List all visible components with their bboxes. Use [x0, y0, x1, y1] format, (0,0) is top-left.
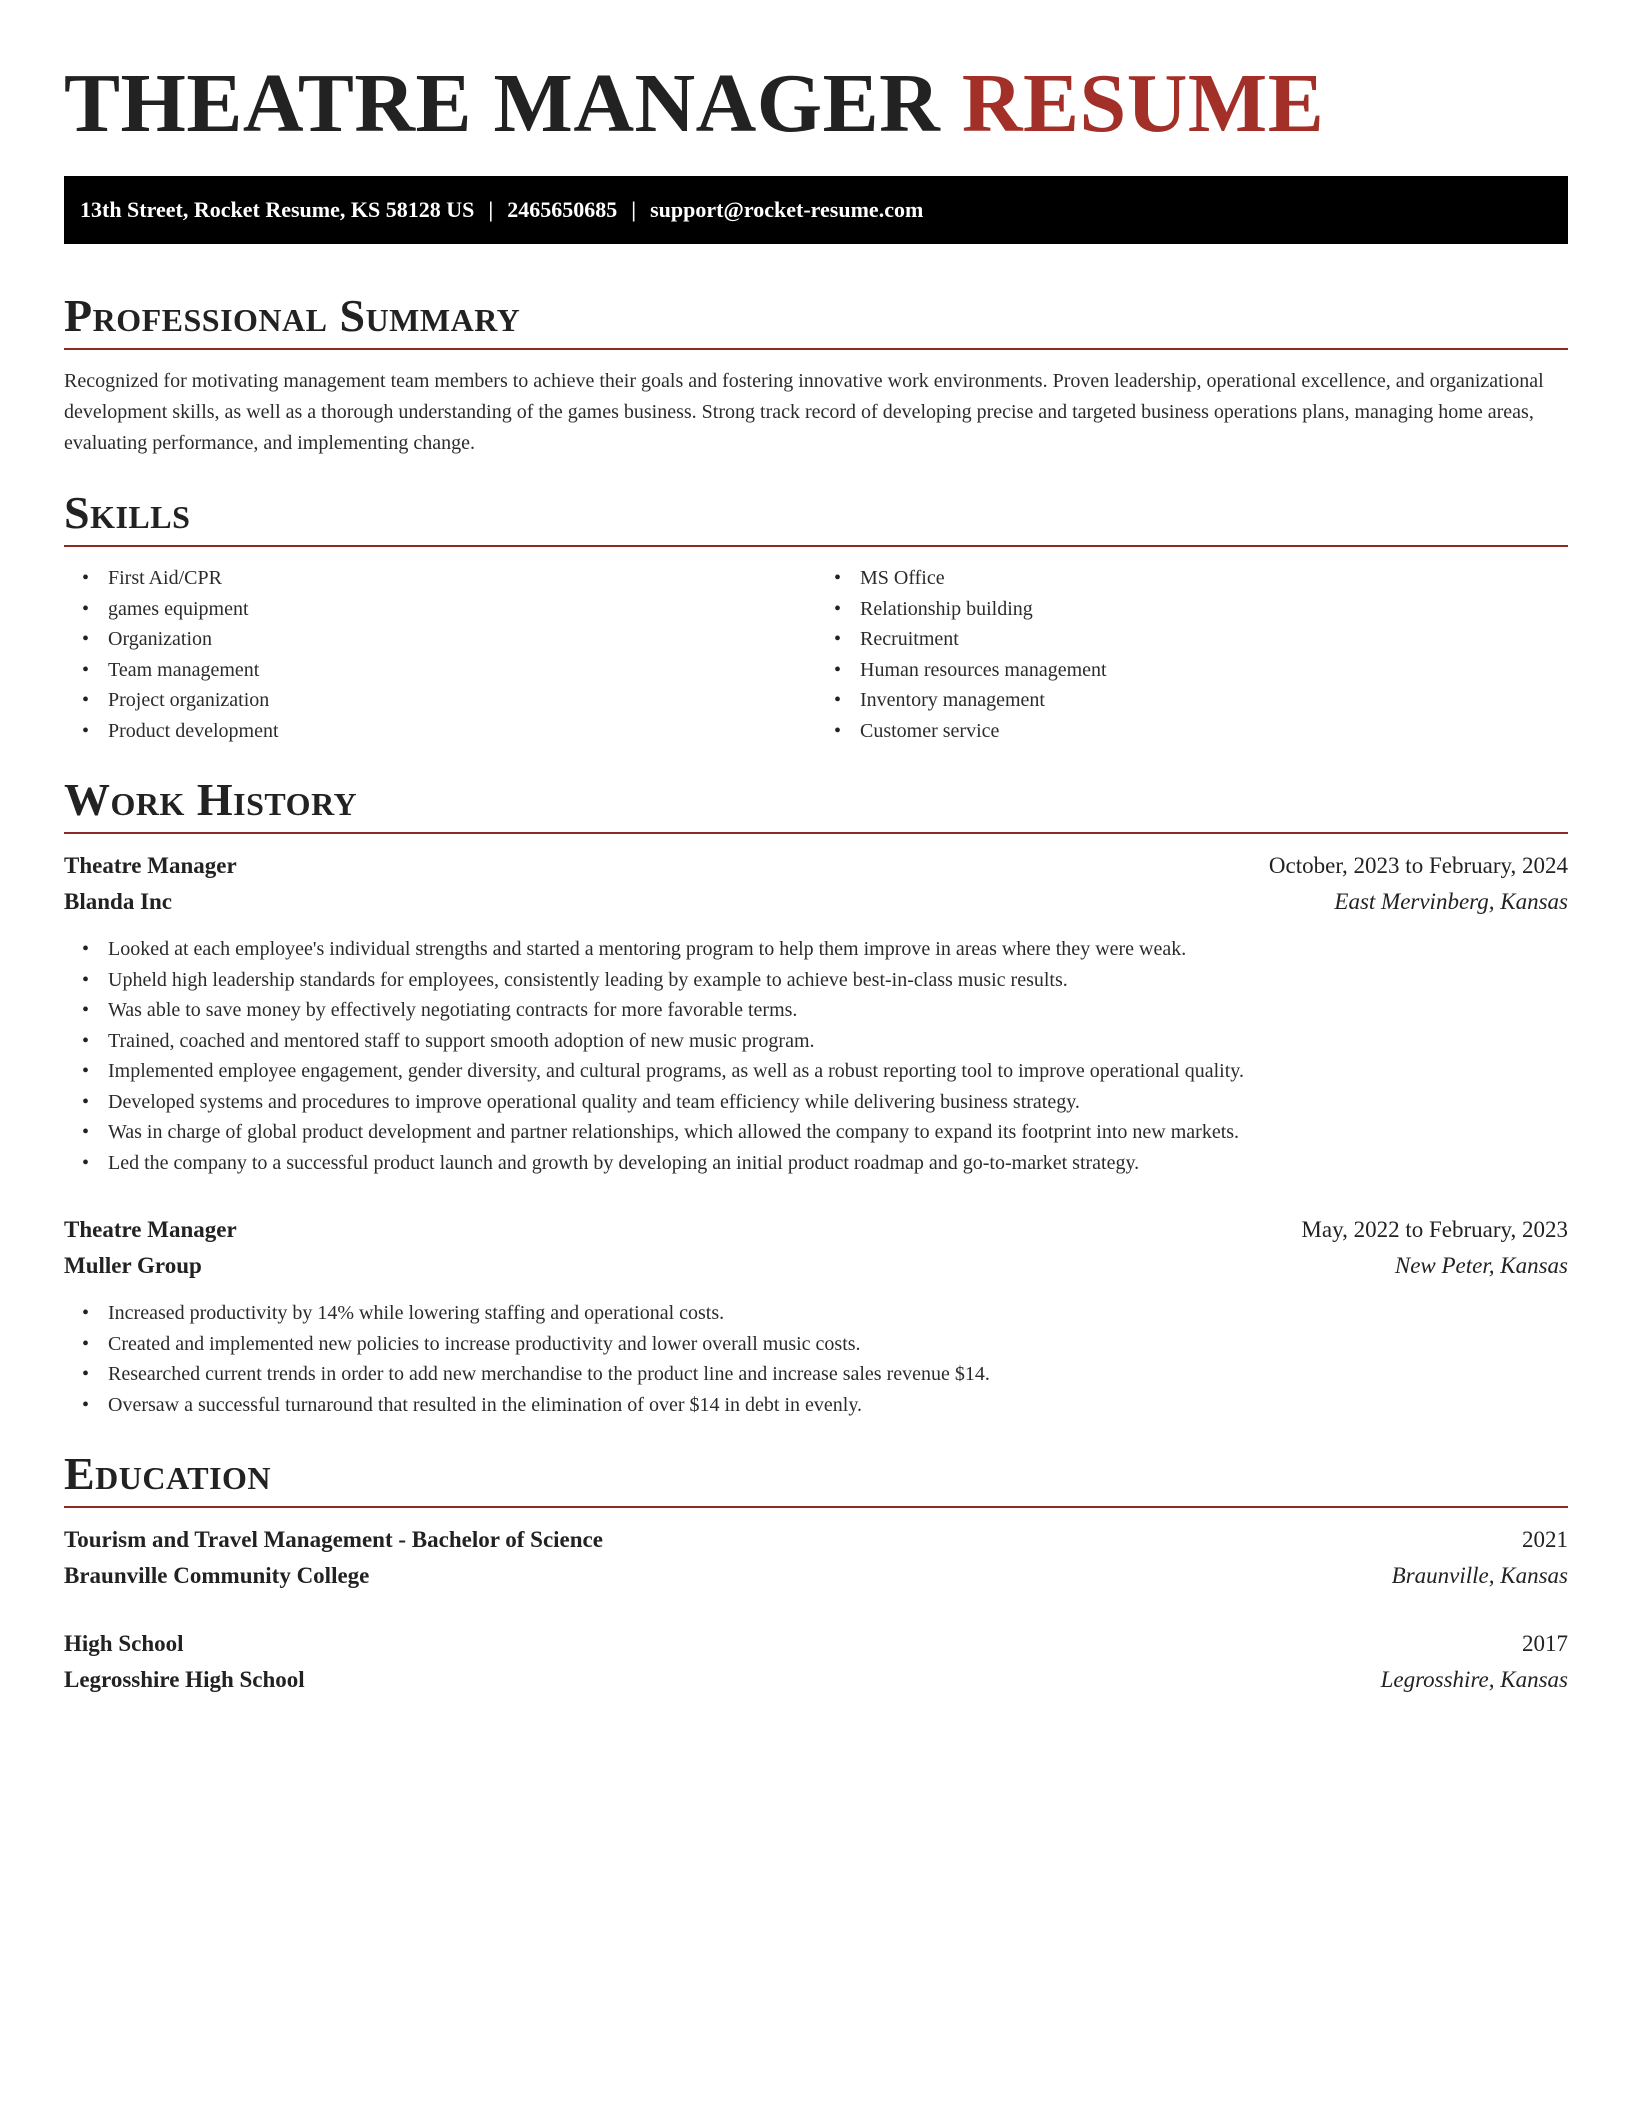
job-company: Blanda Inc: [64, 889, 173, 914]
skill-item: • Customer service: [860, 716, 1568, 747]
skill-item: • Relationship building: [860, 594, 1568, 625]
contact-separator: |: [631, 197, 637, 222]
education-entry: [64, 1522, 1568, 1594]
contact-phone: 2465650685: [507, 197, 618, 222]
section-divider: [64, 348, 1568, 350]
section-divider: [64, 832, 1568, 834]
contact-email[interactable]: support@rocket-resume.com: [650, 197, 924, 222]
title-main: THEATRE MANAGER: [64, 57, 941, 150]
job-bullet: • Was able to save money by effectively negotiating contracts for more favorable terms.: [108, 995, 1568, 1026]
job-location: East Mervinberg, Kansas: [1334, 889, 1568, 914]
job-company-row: [64, 1248, 1568, 1284]
skill-item: • Recruitment: [860, 624, 1568, 655]
summary-text: Recognized for motivating management team members to achieve their goals and fostering innovative work environments. Proven leadership, operational excellence, and organizational development skills, as well as a thorough understanding of the games business. Strong track record of developing precise and targeted business operations plans, managing home areas, evaluating performance, and implementing change.: [64, 370, 1544, 454]
education-year: 2017: [1522, 1631, 1568, 1656]
work-history-section: [64, 772, 1568, 1420]
job-bullet: • Researched current trends in order to add new merchandise to the product line and increase sales revenue $14.: [108, 1359, 1568, 1390]
skills-list-right: [816, 563, 1568, 746]
title-accent: RESUME: [961, 57, 1325, 150]
job-header-row: [64, 848, 1568, 884]
job-bullet: • Implemented employee engagement, gender diversity, and cultural programs, as well as a robust reporting tool to improve operational quality.: [108, 1056, 1568, 1087]
education-entry: [64, 1626, 1568, 1698]
section-divider: [64, 545, 1568, 547]
job-bullet: • Trained, coached and mentored staff to support smooth adoption of new music program.: [108, 1026, 1568, 1057]
job-bullet: • Upheld high leadership standards for employees, consistently leading by example to achieve best-in-class music results.: [108, 965, 1568, 996]
contact-address: 13th Street, Rocket Resume, KS 58128 US: [80, 197, 475, 222]
skill-item: • Product development: [108, 716, 816, 747]
skills-columns: [64, 563, 1568, 746]
education-section: [64, 1446, 1568, 1698]
skill-item: • Team management: [108, 655, 816, 686]
resume-page: [64, 0, 1568, 1698]
job-title: Theatre Manager: [64, 853, 237, 878]
section-divider: [64, 1506, 1568, 1508]
section-heading-education: Education: [64, 1448, 272, 1499]
job-entry: [64, 1212, 1568, 1420]
education-year: 2021: [1522, 1527, 1568, 1552]
job-bullet: • Oversaw a successful turnaround that resulted in the elimination of over $14 in debt in evenly.: [108, 1390, 1568, 1421]
skill-item: • Inventory management: [860, 685, 1568, 716]
education-degree-row: [64, 1626, 1568, 1662]
job-bullet: • Increased productivity by 14% while lowering staffing and operational costs.: [108, 1298, 1568, 1329]
education-location: Braunville, Kansas: [1391, 1563, 1568, 1588]
skill-item: • Human resources management: [860, 655, 1568, 686]
summary-section: [64, 288, 1568, 459]
skill-item: • games equipment: [108, 594, 816, 625]
education-school-row: [64, 1662, 1568, 1698]
education-location: Legrosshire, Kansas: [1380, 1667, 1568, 1692]
skill-item: • First Aid/CPR: [108, 563, 816, 594]
job-entry: [64, 848, 1568, 1178]
job-company-row: [64, 884, 1568, 920]
education-degree-row: [64, 1522, 1568, 1558]
section-heading-skills: Skills: [64, 487, 191, 538]
job-bullet: • Created and implemented new policies to increase productivity and lower overall music costs.: [108, 1329, 1568, 1360]
job-bullet: • Was in charge of global product development and partner relationships, which allowed the company to expand its footprint into new markets.: [108, 1117, 1568, 1148]
skill-item: • Organization: [108, 624, 816, 655]
education-school: Braunville Community College: [64, 1563, 370, 1588]
job-bullets: [64, 934, 1568, 1178]
education-degree: Tourism and Travel Management - Bachelor of Science: [64, 1527, 603, 1552]
skill-item: • Project organization: [108, 685, 816, 716]
skills-list-left: [64, 563, 816, 746]
section-heading-summary: Professional Summary: [64, 290, 521, 341]
education-school-row: [64, 1558, 1568, 1594]
job-title: Theatre Manager: [64, 1217, 237, 1242]
education-degree: High School: [64, 1631, 184, 1656]
contact-bar: [64, 176, 1568, 244]
education-school: Legrosshire High School: [64, 1667, 305, 1692]
skills-section: [64, 485, 1568, 746]
resume-title: [64, 0, 1568, 152]
job-bullets: [64, 1298, 1568, 1420]
job-bullet: • Developed systems and procedures to improve operational quality and team efficiency while delivering business strategy.: [108, 1087, 1568, 1118]
skill-item: • MS Office: [860, 563, 1568, 594]
job-header-row: [64, 1212, 1568, 1248]
job-bullet: • Looked at each employee's individual strengths and started a mentoring program to help them improve in areas where they were weak.: [108, 934, 1568, 965]
job-bullet: • Led the company to a successful product launch and growth by developing an initial product roadmap and go-to-market strategy.: [108, 1148, 1568, 1179]
job-company: Muller Group: [64, 1253, 202, 1278]
contact-separator: |: [488, 197, 494, 222]
job-dates: May, 2022 to February, 2023: [1301, 1217, 1568, 1242]
job-dates: October, 2023 to February, 2024: [1268, 853, 1568, 878]
section-heading-work: Work History: [64, 774, 358, 825]
job-location: New Peter, Kansas: [1394, 1253, 1568, 1278]
